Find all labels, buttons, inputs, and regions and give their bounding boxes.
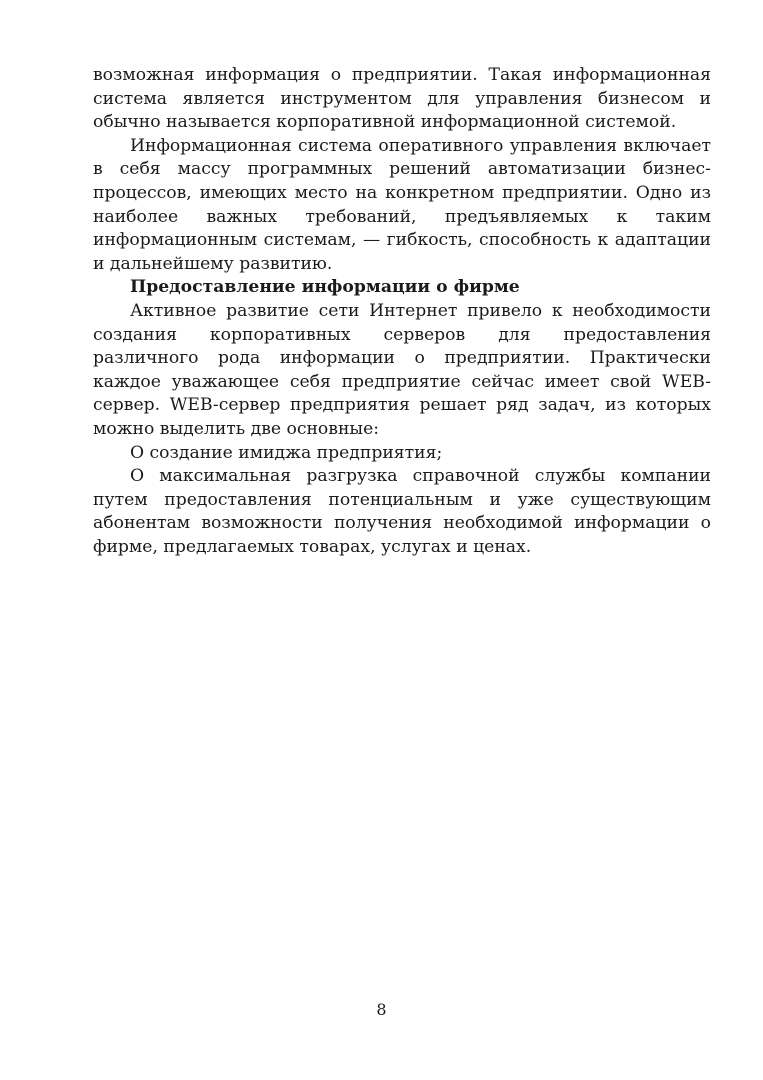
- paragraph-operational-management: Информационная система оперативного управления включает в себя массу программных решений автоматизации бизнес-процессов, имеющих место на конкретном предприятии. Одно из наиболее важных требований, предъявляемых к таким информационным системам, — гибкость, способность к адаптации и дальнейшему развитию.: [93, 135, 711, 274]
- paragraph-internet-development: Активное развитие сети Интернет привело к необходимости создания корпоративных серверов для предоставления различного рода информации о предприятии. Практически каждое уважающее себя предприятие сейчас имеет свой WEB-сервер. WEB-сервер предприятия решает ряд задач, из которых можно выделить две основные:: [93, 300, 711, 439]
- list-item-image: О создание имиджа предприятия;: [130, 442, 443, 463]
- document-page: [93, 64, 711, 559]
- page-number: 8: [376, 1000, 387, 1019]
- section-heading: Предоставление информации о фирме: [130, 277, 520, 298]
- list-item-help-desk: О максимальная разгрузка справочной службы компании путем предоставления потенциальным и уже существующим абонентам возможности получения необходимой информации о фирме, предлагаемых товарах, услугах и ценах.: [93, 466, 711, 557]
- paragraph-continuation: возможная информация о предприятии. Такая информационная система является инструментом для управления бизнесом и обычно называется корпоративной информационной системой.: [93, 65, 711, 133]
